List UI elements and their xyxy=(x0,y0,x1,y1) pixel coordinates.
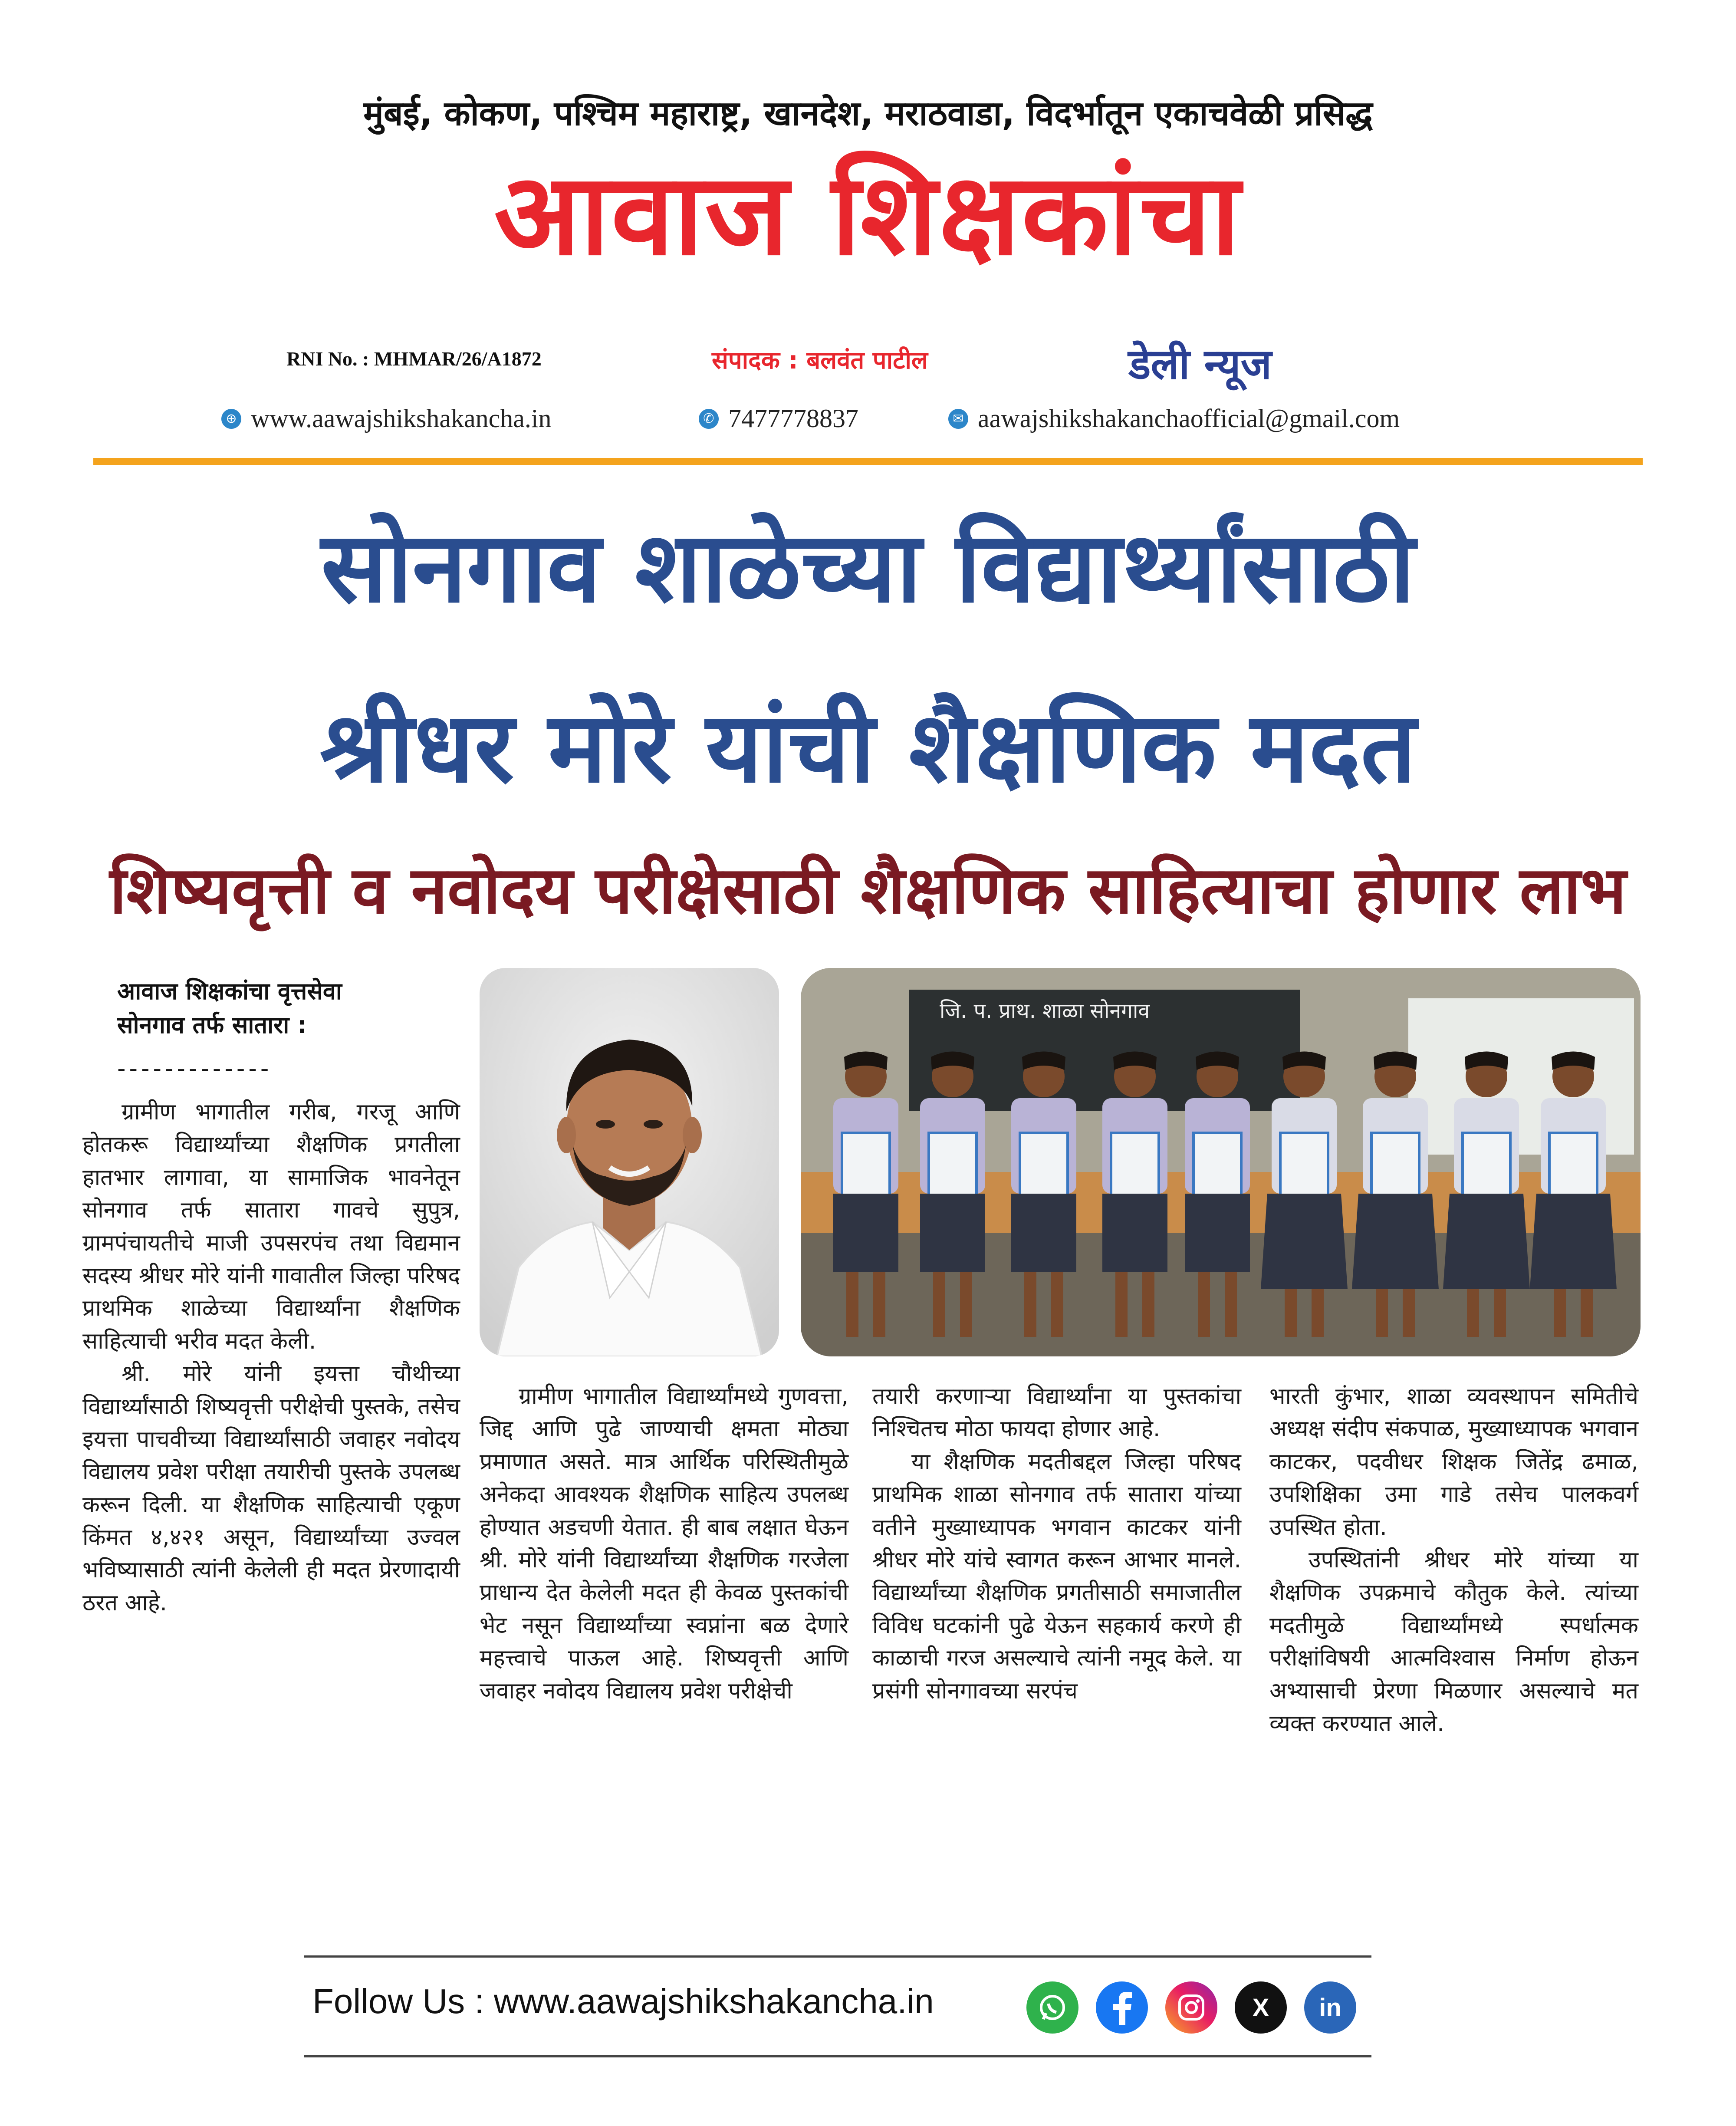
subheadline: शिष्यवृत्ती व नवोदय परीक्षेसाठी शैक्षणिक साहित्याचा होणार लाभ xyxy=(109,853,1627,928)
phone-icon: ✆ xyxy=(699,409,719,429)
headline-line-1: सोनगाव शाळेच्या विद्यार्थ्यांसाठी xyxy=(321,511,1415,625)
whatsapp-icon[interactable] xyxy=(1026,1981,1078,2034)
article-column-2 xyxy=(480,1380,848,1708)
dateline-separator: ------------- xyxy=(117,1055,273,1082)
linkedin-icon-glyph: in xyxy=(1319,1993,1341,2022)
masthead-divider xyxy=(93,458,1643,465)
location: सोनगाव तर्फ सातारा : xyxy=(117,1011,307,1039)
footer-rule-top xyxy=(304,1955,1371,1958)
news-service: आवाज शिक्षकांचा वृत्तसेवा xyxy=(117,977,342,1005)
masthead-tagline: मुंबई, कोकण, पश्चिम महाराष्ट्र, खानदेश, मराठवाडा, विदर्भातून एकाचवेळी प्रसिद्ध xyxy=(363,94,1373,133)
email-text[interactable]: aawajshikshakanchaofficial@gmail.com xyxy=(978,404,1400,433)
editor-credit: संपादक : बलवंत पाटील xyxy=(712,346,928,375)
website-contact[interactable] xyxy=(221,404,552,434)
paragraph: या शैक्षणिक मदतीबद्दल जिल्हा परिषद प्राथमिक शाळा सोनगाव तर्फ सातारा यांच्या वतीने मुख्याध्यापक भगवान काटकर यांनी श्रीधर मोरे यांचे स्वागत करून आभार मानले. विद्यार्थ्यांच्या शैक्षणिक प्रगतीसाठी समाजातील विविध घटकांनी पुढे येऊन सहकार्य करणे ही काळाची गरज असल्याचे त्यांनी नमूद केले. या प्रसंगी सोनगावच्या सरपंच xyxy=(872,1448,1241,1704)
follow-us-text[interactable]: Follow Us : www.aawajshikshakancha.in xyxy=(312,1982,934,2021)
paragraph: ग्रामीण भागातील गरीब, गरजू आणि होतकरू विद्यार्थ्यांच्या शैक्षणिक प्रगतीला हातभार लागावा, या सामाजिक भावनेतून सोनगाव तर्फ सातारा गावचे सुपुत्र, ग्रामपंचायतीचे माजी उपसरपंच तथा विद्यमान सदस्य श्रीधर मोरे यांनी गावातील जिल्हा परिषद प्राथमिक शाळेच्या विद्यार्थ्यांना शैक्षणिक साहित्याची भरीव मदत केली. xyxy=(82,1099,460,1354)
article-column-4 xyxy=(1269,1380,1638,1740)
website-text[interactable]: www.aawajshikshakancha.in xyxy=(251,404,552,433)
rni-number: RNI No. : MHMAR/26/A1872 xyxy=(286,348,542,370)
facebook-icon[interactable] xyxy=(1096,1981,1148,2034)
x-icon-glyph: X xyxy=(1252,1993,1269,2022)
classroom-photo xyxy=(801,968,1641,1356)
footer-rule-bottom xyxy=(304,2055,1371,2057)
paragraph: तयारी करणाऱ्या विद्यार्थ्यांना या पुस्तकांचा निश्चितच मोठा फायदा होणार आहे. xyxy=(872,1383,1241,1442)
instagram-icon[interactable] xyxy=(1165,1981,1217,2034)
paragraph: भारती कुंभार, शाळा व्यवस्थापन समितीचे अध्यक्ष संदीप संकपाळ, मुख्याध्यापक भगवान काटकर, पदवीधर शिक्षक जितेंद्र ढमाळ, उपशिक्षिका उमा गाडे तसेच पालकवर्ग उपस्थित होता. xyxy=(1269,1383,1638,1540)
phone-contact[interactable] xyxy=(699,404,858,434)
dateline xyxy=(117,974,342,1043)
photo-board-text: जि. प. प्राथ. शाळा सोनगाव xyxy=(940,999,1150,1023)
mail-icon: ✉ xyxy=(948,409,968,429)
linkedin-icon[interactable] xyxy=(1304,1981,1356,2034)
paragraph: उपस्थितांनी श्रीधर मोरे यांच्या या शैक्षणिक उपक्रमाचे कौतुक केले. त्यांच्या मदतीमुळे विद्यार्थ्यांमध्ये स्पर्धात्मक परीक्षांविषयी आत्मविश्वास निर्माण होऊन अभ्यासाची प्रेरणा मिळणार असल्याचे मत व्यक्त करण्यात आले. xyxy=(1269,1547,1638,1737)
edition-label: डेली न्यूज xyxy=(1128,340,1272,388)
article-column-3 xyxy=(872,1380,1241,1708)
email-contact[interactable] xyxy=(948,404,1400,434)
portrait-photo xyxy=(480,968,779,1356)
article-column-1 xyxy=(82,1096,460,1619)
newspaper-title: आवाज शिक्षकांचा xyxy=(494,149,1242,280)
phone-text[interactable]: 7477778837 xyxy=(728,404,858,433)
x-icon[interactable] xyxy=(1235,1981,1287,2034)
globe-icon: ⊕ xyxy=(221,409,241,429)
paragraph: ग्रामीण भागातील विद्यार्थ्यांमध्ये गुणवत्ता, जिद्द आणि पुढे जाण्याची क्षमता मोठ्या प्रमाणात असते. मात्र आर्थिक परिस्थितीमुळे अनेकदा आवश्यक शैक्षणिक साहित्य उपलब्ध होण्यात अडचणी येतात. ही बाब लक्षात घेऊन श्री. मोरे यांनी विद्यार्थ्यांच्या शैक्षणिक गरजेला प्राधान्य देत केलेली मदत ही केवळ पुस्तकांची भेट नसून विद्यार्थ्यांच्या स्वप्नांना बळ देणारे महत्त्वाचे पाऊल आहे. शिष्यवृत्ती आणि जवाहर नवोदय विद्यालय प्रवेश परीक्षेची xyxy=(480,1383,848,1704)
headline-line-2: श्रीधर मोरे यांची शैक्षणिक मदत xyxy=(319,691,1417,805)
paragraph: श्री. मोरे यांनी इयत्ता चौथीच्या विद्यार्थ्यांसाठी शिष्यवृत्ती परीक्षेची पुस्तके, तसेच इयत्ता पाचवीच्या विद्यार्थ्यांसाठी जवाहर नवोदय विद्यालय प्रवेश परीक्षा तयारीची पुस्तके उपलब्ध करून दिली. या शैक्षणिक साहित्याची एकूण किंमत ४,४२१ असून, विद्यार्थ्यांच्या उज्वल भविष्यासाठी त्यांनी केलेली ही मदत प्रेरणादायी ठरत आहे. xyxy=(82,1361,460,1616)
